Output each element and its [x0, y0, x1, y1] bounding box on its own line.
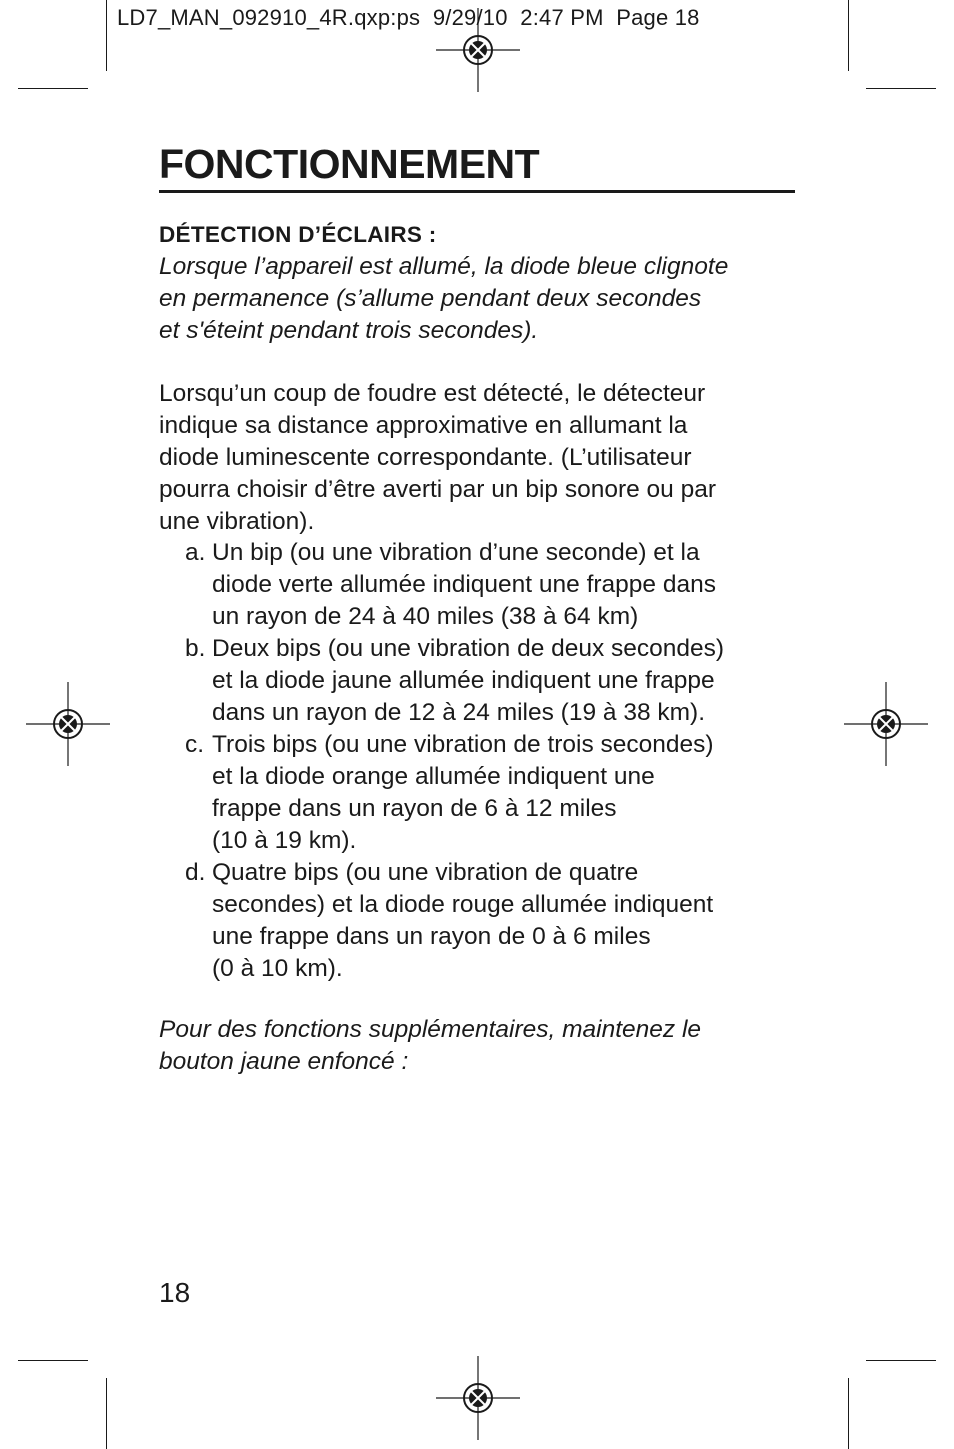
registration-mark-bottom-icon: [436, 1356, 520, 1440]
registration-mark-right-icon: [844, 682, 928, 766]
section-heading: DÉTECTION D’ÉCLAIRS :: [159, 222, 437, 247]
closing-paragraph: [159, 1014, 799, 1078]
page-title: FONCTIONNEMENT: [159, 140, 795, 193]
page-number: 18: [159, 1277, 191, 1308]
list-item: [185, 633, 805, 729]
list-item-line: Trois bips (ou une vibration de trois secondes): [212, 731, 714, 758]
body-line: Lorsqu’un coup de foudre est détecté, le détecteur: [159, 380, 706, 407]
trim-mark-bottom-right-horizontal: [866, 1360, 936, 1361]
trim-mark-bottom-right-vertical: [848, 1378, 849, 1449]
list-item-line: une frappe dans un rayon de 0 à 6 miles: [212, 923, 651, 950]
list-item: [185, 729, 805, 857]
trim-mark-bottom-left-vertical: [106, 1378, 107, 1449]
list-item-line: et la diode jaune allumée indiquent une frappe: [212, 667, 715, 694]
list-item-line: (0 à 10 km).: [212, 955, 343, 982]
body-paragraph: [159, 378, 799, 538]
trim-mark-bottom-left-horizontal: [18, 1360, 88, 1361]
list-item: [185, 857, 805, 985]
list-item-line: un rayon de 24 à 40 miles (38 à 64 km): [212, 603, 639, 630]
registration-mark-top-icon: [436, 8, 520, 92]
list-item-line: Un bip (ou une vibration d’une seconde) et la: [212, 539, 700, 566]
body-line: diode luminescente correspondante. (L’utilisateur: [159, 444, 692, 471]
intro-line: en permanence (s’allume pendant deux secondes: [159, 285, 702, 312]
list-item-label: d.: [185, 859, 206, 886]
list-item-line: dans un rayon de 12 à 24 miles (19 à 38 km).: [212, 699, 706, 726]
list-item-line: frappe dans un rayon de 6 à 12 miles: [212, 795, 617, 822]
trim-mark-top-right-vertical: [848, 0, 849, 71]
list-item-line: diode verte allumée indiquent une frappe dans: [212, 571, 716, 598]
body-line: pourra choisir d’être averti par un bip sonore ou par: [159, 476, 717, 503]
list-item-label: b.: [185, 635, 206, 662]
list-item-line: et la diode orange allumée indiquent une: [212, 763, 655, 790]
trim-mark-top-right-horizontal: [866, 88, 936, 89]
trim-mark-top-left-horizontal: [18, 88, 88, 89]
list-item-label: a.: [185, 539, 206, 566]
intro-line: et s'éteint pendant trois secondes).: [159, 317, 539, 344]
closing-line: bouton jaune enfoncé :: [159, 1048, 409, 1075]
intro-paragraph: [159, 251, 799, 347]
list-item: [185, 537, 805, 633]
body-line: une vibration).: [159, 508, 315, 535]
intro-line: Lorsque l’appareil est allumé, la diode bleue clignote: [159, 253, 729, 280]
slug-line: LD7_MAN_092910_4R.qxp:ps 9/29/10 2:47 PM Page 18: [117, 5, 700, 30]
list-item-line: (10 à 19 km).: [212, 827, 357, 854]
list-item-line: secondes) et la diode rouge allumée indiquent: [212, 891, 714, 918]
registration-mark-left-icon: [26, 682, 110, 766]
list-item-label: c.: [185, 731, 205, 758]
list-item-line: Deux bips (ou une vibration de deux secondes): [212, 635, 725, 662]
body-line: indique sa distance approximative en allumant la: [159, 412, 688, 439]
trim-mark-top-left-vertical: [106, 0, 107, 71]
closing-line: Pour des fonctions supplémentaires, maintenez le: [159, 1016, 702, 1043]
list-item-line: Quatre bips (ou une vibration de quatre: [212, 859, 639, 886]
alert-levels-list: [185, 537, 805, 985]
